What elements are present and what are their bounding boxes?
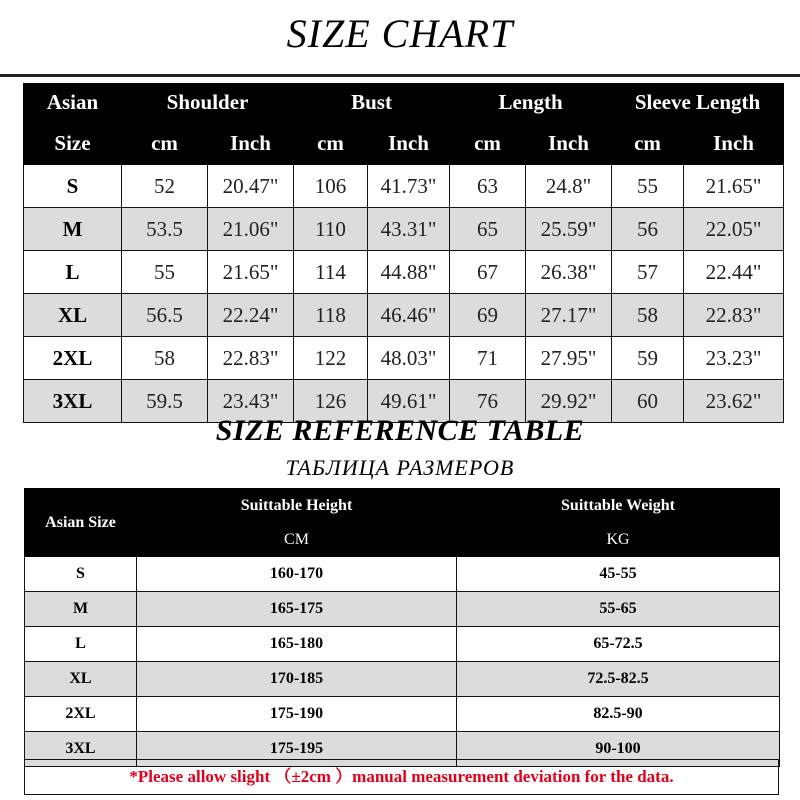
table-row xyxy=(25,627,780,662)
table-cell: 106 xyxy=(294,165,368,208)
header-length: Length xyxy=(450,84,612,122)
table-cell: 55 xyxy=(612,165,684,208)
size-cell: M xyxy=(25,592,137,627)
table-row xyxy=(24,337,784,380)
table-cell: 71 xyxy=(450,337,526,380)
weight-cell: 90-100 xyxy=(457,732,780,767)
table-cell: 76 xyxy=(450,380,526,423)
table-cell: 44.88" xyxy=(368,251,450,294)
table-cell: 65 xyxy=(450,208,526,251)
table-cell: 58 xyxy=(122,337,208,380)
table-row xyxy=(25,592,780,627)
table-row xyxy=(24,294,784,337)
size-chart-table xyxy=(23,83,784,423)
table-cell: 56.5 xyxy=(122,294,208,337)
size-cell: XL xyxy=(24,294,122,337)
table-cell: 49.61" xyxy=(368,380,450,423)
table-cell: 110 xyxy=(294,208,368,251)
weight-cell: 45-55 xyxy=(457,557,780,592)
height-cell: 175-190 xyxy=(137,697,457,732)
table-cell: 20.47" xyxy=(208,165,294,208)
header-shoulder-inch: Inch xyxy=(208,122,294,165)
title-divider xyxy=(0,74,800,77)
table-cell: 43.31" xyxy=(368,208,450,251)
measurement-note: *Please allow slight （±2cm ）manual measurement deviation for the data. xyxy=(24,759,779,795)
header-bust-cm: cm xyxy=(294,122,368,165)
size-cell: S xyxy=(24,165,122,208)
table-row xyxy=(25,662,780,697)
reference-header-row-1 xyxy=(25,489,780,524)
table-cell: 21.06" xyxy=(208,208,294,251)
weight-cell: 82.5-90 xyxy=(457,697,780,732)
table-cell: 58 xyxy=(612,294,684,337)
size-reference-table xyxy=(24,488,780,767)
header-height-unit: CM xyxy=(137,524,457,557)
header-sleeve-cm: cm xyxy=(612,122,684,165)
weight-cell: 72.5-82.5 xyxy=(457,662,780,697)
table-cell: 57 xyxy=(612,251,684,294)
table-cell: 53.5 xyxy=(122,208,208,251)
table-cell: 59.5 xyxy=(122,380,208,423)
header-length-cm: cm xyxy=(450,122,526,165)
table-cell: 25.59" xyxy=(526,208,612,251)
size-cell: 3XL xyxy=(25,732,137,767)
table-cell: 41.73" xyxy=(368,165,450,208)
table-cell: 60 xyxy=(612,380,684,423)
table-cell: 22.05" xyxy=(684,208,784,251)
table-cell: 29.92" xyxy=(526,380,612,423)
weight-cell: 65-72.5 xyxy=(457,627,780,662)
table-cell: 67 xyxy=(450,251,526,294)
size-cell: 3XL xyxy=(24,380,122,423)
table-cell: 46.46" xyxy=(368,294,450,337)
header-shoulder: Shoulder xyxy=(122,84,294,122)
header-size: Size xyxy=(24,122,122,165)
size-cell: 2XL xyxy=(25,697,137,732)
size-cell: XL xyxy=(25,662,137,697)
table-row xyxy=(25,557,780,592)
table-cell: 23.23" xyxy=(684,337,784,380)
height-cell: 165-180 xyxy=(137,627,457,662)
table-cell: 21.65" xyxy=(684,165,784,208)
table-cell: 26.38" xyxy=(526,251,612,294)
header-suitable-height: Suittable Height xyxy=(137,489,457,524)
header-bust-inch: Inch xyxy=(368,122,450,165)
table-cell: 126 xyxy=(294,380,368,423)
header-bust: Bust xyxy=(294,84,450,122)
table-cell: 56 xyxy=(612,208,684,251)
reference-table-title: SIZE REFERENCE TABLE xyxy=(215,414,585,447)
table-cell: 22.44" xyxy=(684,251,784,294)
size-chart-header-row-1 xyxy=(24,84,784,122)
height-cell: 160-170 xyxy=(137,557,457,592)
table-cell: 27.17" xyxy=(526,294,612,337)
table-cell: 63 xyxy=(450,165,526,208)
table-cell: 52 xyxy=(122,165,208,208)
size-cell: L xyxy=(25,627,137,662)
table-cell: 27.95" xyxy=(526,337,612,380)
table-cell: 23.62" xyxy=(684,380,784,423)
height-cell: 165-175 xyxy=(137,592,457,627)
header-sleeve-length: Sleeve Length xyxy=(612,84,784,122)
reference-header-row-2 xyxy=(25,524,780,557)
table-cell: 23.43" xyxy=(208,380,294,423)
size-cell: S xyxy=(25,557,137,592)
table-cell: 48.03" xyxy=(368,337,450,380)
page-title: SIZE CHART xyxy=(286,11,514,56)
table-cell: 55 xyxy=(122,251,208,294)
table-cell: 24.8" xyxy=(526,165,612,208)
header-asian: Asian xyxy=(24,84,122,122)
table-row xyxy=(25,697,780,732)
size-cell: L xyxy=(24,251,122,294)
table-row xyxy=(24,251,784,294)
table-cell: 22.83" xyxy=(208,337,294,380)
table-cell: 59 xyxy=(612,337,684,380)
size-chart-header-row-2 xyxy=(24,122,784,165)
weight-cell: 55-65 xyxy=(457,592,780,627)
table-cell: 122 xyxy=(294,337,368,380)
table-row xyxy=(24,165,784,208)
table-cell: 21.65" xyxy=(208,251,294,294)
header-length-inch: Inch xyxy=(526,122,612,165)
table-cell: 114 xyxy=(294,251,368,294)
header-shoulder-cm: cm xyxy=(122,122,208,165)
header-suitable-weight: Suittable Weight xyxy=(457,489,780,524)
table-row xyxy=(24,208,784,251)
header-sleeve-inch: Inch xyxy=(684,122,784,165)
height-cell: 175-195 xyxy=(137,732,457,767)
size-cell: 2XL xyxy=(24,337,122,380)
header-asian-size: Asian Size xyxy=(25,489,137,557)
size-cell: M xyxy=(24,208,122,251)
table-cell: 69 xyxy=(450,294,526,337)
table-cell: 22.24" xyxy=(208,294,294,337)
height-cell: 170-185 xyxy=(137,662,457,697)
table-cell: 118 xyxy=(294,294,368,337)
reference-table-subtitle: ТАБЛИЦА РАЗМЕРОВ xyxy=(285,455,515,480)
table-cell: 22.83" xyxy=(684,294,784,337)
header-weight-unit: KG xyxy=(457,524,780,557)
